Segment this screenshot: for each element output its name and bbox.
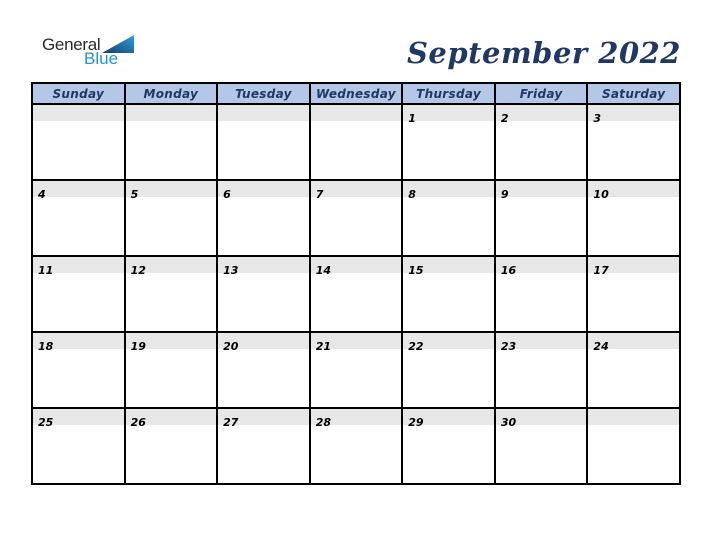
day-cell (33, 105, 124, 179)
day-cell (126, 409, 217, 483)
date-number: 21 (315, 340, 332, 353)
day-header-sunday: Sunday (33, 84, 124, 103)
date-number: 28 (315, 416, 332, 429)
day-cell (496, 181, 587, 255)
general-blue-logo (42, 35, 134, 67)
day-cell (588, 257, 679, 331)
date-strip (126, 333, 217, 353)
date-number: 12 (130, 264, 146, 277)
date-number: 16 (500, 264, 517, 277)
calendar-grid (31, 82, 681, 485)
date-strip (496, 333, 587, 353)
day-cell (403, 181, 494, 255)
day-cell (496, 409, 587, 483)
day-cell (588, 105, 679, 179)
date-strip (588, 181, 679, 201)
logo-text-general: General (42, 35, 101, 54)
day-cell (311, 333, 402, 407)
day-cell (126, 105, 217, 179)
date-strip (311, 105, 402, 121)
day-cell (403, 105, 494, 179)
date-number: 17 (593, 264, 609, 277)
date-strip (403, 333, 494, 353)
date-number: 15 (408, 264, 424, 277)
date-strip (311, 409, 402, 429)
date-number: 23 (500, 340, 517, 353)
date-number: 14 (315, 264, 332, 277)
day-cell (33, 181, 124, 255)
date-strip (218, 257, 309, 277)
date-number: 26 (130, 416, 146, 429)
date-strip (588, 409, 679, 425)
date-strip (588, 333, 679, 353)
day-cell (218, 105, 309, 179)
day-header-tuesday: Tuesday (218, 84, 309, 103)
date-number: 8 (408, 188, 416, 201)
date-number: 6 (223, 188, 231, 201)
date-strip (33, 257, 124, 277)
date-number: 20 (223, 340, 239, 353)
calendar-month-title: September 2022 (406, 36, 681, 70)
date-strip (33, 409, 124, 429)
date-strip (218, 105, 309, 121)
date-number: 29 (408, 416, 424, 429)
day-cell (126, 181, 217, 255)
date-strip (311, 181, 402, 201)
day-header-thursday: Thursday (403, 84, 494, 103)
date-strip (496, 409, 587, 429)
logo-text-blue: Blue (84, 49, 119, 68)
date-number: 27 (223, 416, 239, 429)
day-cell (588, 333, 679, 407)
day-cell (218, 333, 309, 407)
date-number: 4 (38, 188, 46, 201)
date-number: 7 (315, 188, 324, 201)
date-strip (496, 105, 587, 125)
day-cell (218, 181, 309, 255)
date-strip (218, 333, 309, 353)
day-cell (496, 105, 587, 179)
day-cell (403, 409, 494, 483)
day-cell (126, 257, 217, 331)
date-strip (588, 105, 679, 125)
day-header-saturday: Saturday (588, 84, 679, 103)
date-number: 18 (38, 340, 54, 353)
date-number: 24 (593, 340, 609, 353)
day-cell (33, 257, 124, 331)
date-strip (403, 105, 494, 125)
day-cell (311, 105, 402, 179)
date-strip (311, 333, 402, 353)
day-header-monday: Monday (126, 84, 217, 103)
date-strip (588, 257, 679, 277)
date-number: 3 (593, 112, 602, 125)
date-strip (496, 181, 587, 201)
date-number: 11 (38, 264, 54, 277)
date-strip (33, 105, 124, 121)
day-cell (311, 409, 402, 483)
day-cell (403, 257, 494, 331)
day-cell (496, 333, 587, 407)
date-strip (311, 257, 402, 277)
date-number: 30 (500, 416, 517, 429)
day-cell (33, 333, 124, 407)
day-cell (403, 333, 494, 407)
date-number: 10 (593, 188, 609, 201)
date-strip (126, 257, 217, 277)
date-strip (126, 181, 217, 201)
day-cell (33, 409, 124, 483)
date-strip (218, 181, 309, 201)
date-strip (126, 409, 217, 429)
date-number: 25 (38, 416, 54, 429)
day-header-wednesday: Wednesday (311, 84, 402, 103)
date-number: 19 (130, 340, 146, 353)
date-number: 2 (500, 112, 509, 125)
date-strip (403, 181, 494, 201)
date-number: 22 (408, 340, 424, 353)
day-cell (496, 257, 587, 331)
day-cell (588, 181, 679, 255)
day-cell (588, 409, 679, 483)
day-cell (218, 257, 309, 331)
date-strip (496, 257, 587, 277)
day-cell (218, 409, 309, 483)
date-strip (403, 257, 494, 277)
date-strip (218, 409, 309, 429)
day-header-friday: Friday (496, 84, 587, 103)
date-strip (126, 105, 217, 121)
date-strip (33, 181, 124, 201)
date-number: 9 (500, 188, 509, 201)
day-cell (311, 181, 402, 255)
date-number: 13 (223, 264, 239, 277)
day-cell (126, 333, 217, 407)
date-number: 1 (408, 112, 416, 125)
day-cell (311, 257, 402, 331)
date-number: 5 (130, 188, 139, 201)
date-strip (403, 409, 494, 429)
date-strip (33, 333, 124, 353)
